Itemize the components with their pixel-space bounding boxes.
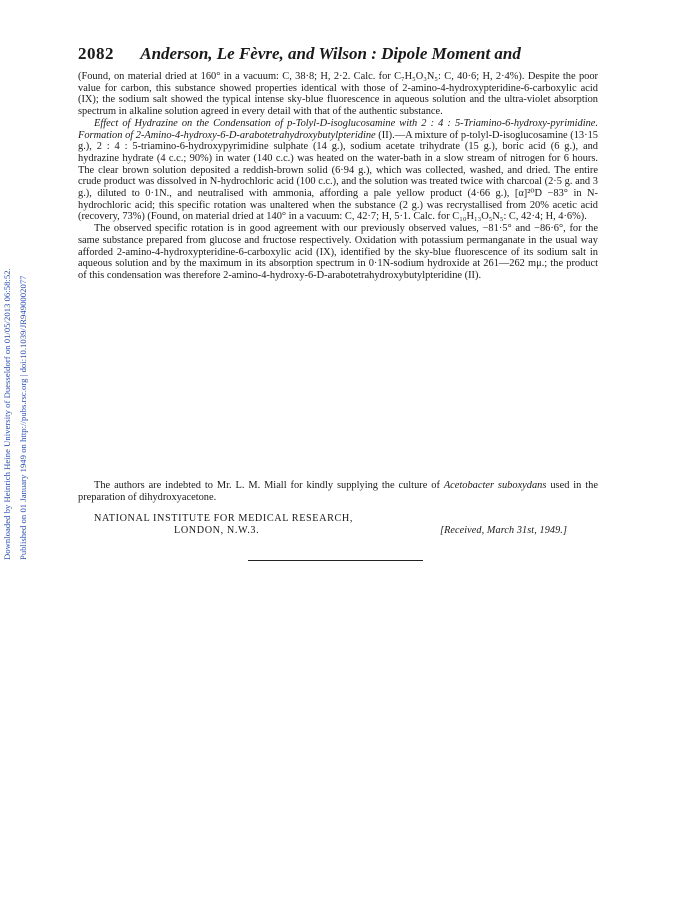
- paragraph-hydrazine-text: (II).—A mixture of p-tolyl-D-isoglucosamine (13·15 g.), 2 : 4 : 5-triamino-6-hydroxypyrimidine sulphate (14 g.), sodium acetate trihydrate (15 g.), boric acid (6 g.), and hydrazine hydrate (4 c.c.; 90%) in water (140 c.c.) was heated on the water-bath in a slow stream of nitrogen for 6 hours. The clear brown solution deposited a reddish-brown solid (6·94 g.), which was collected, washed, and dried. The entire crude product was dissolved in N-hydrochloric acid (100 c.c.), and the solution was treated twice with charcoal (2·5 g. and 3 g.), diluted to 0·1N., and neutralised with ammonia, affording a pale yellow product (4·66 g.), [α]²⁰D −83° in N-hydrochloric acid; this specific rotation was unaltered when the substance (2 g.) was recrystallised from 20% acetic acid (recovery, 73%) (Found, on material dried at 140° in a vacuum: C, 42·7; H, 5·1. Calc. for C₁₀H₁₃O₅N₅: C, 42·4; H, 4·6%).: [78, 129, 598, 223]
- acknowledgement-organism: Acetobacter suboxydans: [443, 480, 547, 491]
- section-subheading: Formation of 2-Amino-4-hydroxy-6-D-arabotetrahydroxybutylpteridine: [78, 129, 376, 141]
- paragraph-hydrazine-effect: [78, 118, 598, 223]
- article-body: [78, 71, 598, 282]
- end-rule: [248, 560, 423, 561]
- running-header: [78, 44, 598, 64]
- affiliation-city: LONDON, N.W.3.: [174, 525, 260, 536]
- page-number: 2082: [78, 44, 114, 63]
- acknowledgement-tail: used in the preparation of dihydroxyacetone.: [78, 480, 598, 503]
- paragraph-specific-rotation: The observed specific rotation is in good agreement with our previously observed values, −81·5° and −86·6°, for the same substance prepared from glucose and fructose respectively. Oxidation with potassium permanganate in the usual way afforded 2-amino-4-hydroxypteridine-6-carboxylic acid (IX), identified by the sky-blue fluorescence of its sodium salt in aqueous solution and by the maximum in its absorption spectrum in 0·1N-sodium hydroxide at 261—262 mμ.; the product of this condensation was therefore 2-amino-4-hydroxy-6-D-arabotetrahydroxybutylpteridine (II).: [78, 223, 598, 281]
- affiliation-institute: NATIONAL INSTITUTE FOR MEDICAL RESEARCH,: [94, 513, 353, 524]
- received-date: [Received, March 31st, 1949.]: [440, 525, 568, 536]
- publication-doi-notice: Published on 01 January 1949 on http://pubs.rsc.org | doi:10.1039/JR9490002077: [18, 275, 28, 560]
- section-heading: Effect of Hydrazine on the Condensation of p-Tolyl-D-isoglucosamine with 2 : 4 : 5-Triamino-6-hydroxy-pyrimidine.: [94, 117, 598, 129]
- paragraph-found-analysis: (Found, on material dried at 160° in a vacuum: C, 38·8; H, 2·2. Calc. for C₇H₅O₃N₅: C, 40·6; H, 2·4%). Despite the poor value for carbon, this substance showed properties identical with those of 2-amino-4-hydroxypteridine-6-carboxylic acid (IX); the sodium salt showed the typical intense sky-blue fluorescence in aqueous solution and the ultra-violet absorption spectrum in alkaline solution agreed in every detail with that of the authentic substance.: [78, 71, 598, 118]
- download-notice: Downloaded by Heinrich Heine University of Duesseldorf on 01/05/2013 06:58:52.: [2, 268, 12, 560]
- running-title: Anderson, Le Fèvre, and Wilson : Dipole Moment and: [140, 44, 521, 63]
- acknowledgement: [78, 480, 598, 503]
- acknowledgement-text: The authors are indebted to Mr. L. M. Miall for kindly supplying the culture of: [94, 480, 440, 491]
